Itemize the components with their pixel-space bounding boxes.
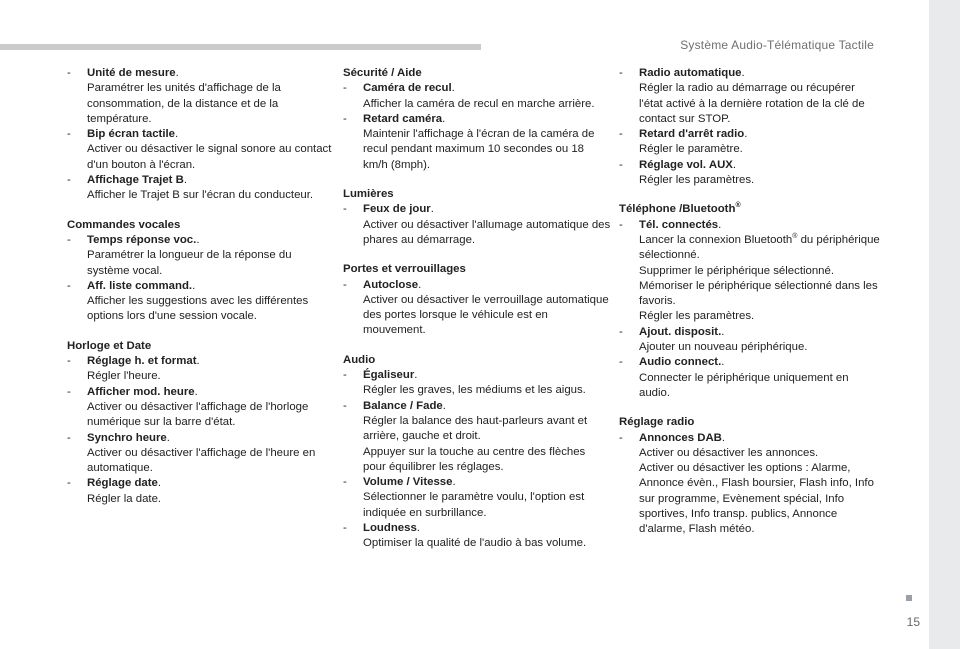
section-title: Horloge et Date (67, 339, 152, 352)
menu-item-description: Activer ou désactiver le verrouillage automatique des portes lorsque le véhicule est en mouvement. (363, 293, 609, 337)
menu-section (343, 262, 611, 338)
menu-item-punct: . (418, 278, 422, 291)
menu-section (343, 187, 611, 248)
menu-item (343, 521, 611, 552)
menu-item-punct: . (442, 399, 446, 412)
bullet-dash: - (343, 278, 347, 291)
menu-section (343, 66, 611, 173)
bullet-dash: - (619, 128, 623, 141)
menu-item (619, 66, 881, 127)
menu-item (343, 112, 611, 173)
bullet-dash: - (67, 279, 71, 292)
menu-item-description: Activer ou désactiver l'affichage de l'heure en automatique. (87, 446, 316, 475)
menu-item-name: Ajout. disposit. (639, 325, 722, 338)
menu-item-description: Régler les paramètres. (639, 174, 755, 187)
bullet-dash: - (67, 431, 71, 444)
menu-item-description: Sélectionner le paramètre voulu, l'option est indiquée en surbrillance. (363, 491, 585, 519)
bullet-dash: - (343, 112, 347, 125)
menu-item (343, 202, 611, 248)
menu-item (67, 279, 335, 325)
menu-item-punct: . (196, 233, 200, 246)
menu-item-description: Activer ou désactiver l'allumage automatique des phares au démarrage. (363, 218, 611, 246)
menu-item-description: Activer ou désactiver le signal sonore au contact d'un bouton à l'écran. (87, 143, 332, 171)
section-title: Sécurité / Aide (343, 67, 422, 79)
bullet-dash: - (343, 476, 347, 489)
menu-item-name: Tél. connectés (639, 218, 719, 231)
bullet-dash: - (343, 203, 347, 216)
menu-item-name: Affichage Trajet B (87, 174, 184, 187)
menu-item (619, 355, 881, 401)
menu-item-name: Audio connect. (639, 356, 722, 369)
menu-item-description: Connecter le périphérique uniquement en audio. (639, 371, 849, 399)
menu-item (67, 66, 335, 127)
menu-item-name: Feux de jour (363, 203, 431, 216)
menu-item (343, 81, 611, 112)
menu-item-description: Paramétrer la longueur de la réponse du système vocal. (87, 249, 292, 277)
column-2 (343, 66, 611, 566)
menu-item (619, 127, 881, 158)
page-edge-strip (929, 0, 960, 649)
menu-item-description: Afficher le Trajet B sur l'écran du conducteur. (87, 189, 314, 202)
section-end-marker (906, 595, 912, 601)
bullet-dash: - (619, 158, 623, 171)
menu-item-description: Régler la balance des haut-parleurs avant et arrière, gauche et droit. (363, 414, 588, 443)
menu-section (67, 339, 335, 507)
menu-item-description: Afficher la caméra de recul en marche arrière. (363, 97, 595, 110)
menu-item-punct: . (194, 385, 198, 398)
menu-item (343, 278, 611, 339)
menu-item-punct: . (442, 112, 446, 125)
menu-section (67, 66, 335, 204)
menu-item-punct: . (741, 67, 745, 79)
bullet-dash: - (619, 325, 623, 338)
menu-item-description: Régler les paramètres. (639, 310, 755, 323)
menu-item (67, 233, 335, 279)
menu-item-name: Loudness (363, 522, 417, 535)
menu-item-name: Volume / Vitesse (363, 476, 453, 489)
menu-item-punct: . (416, 522, 420, 535)
page-number: 15 (906, 615, 920, 629)
menu-item (67, 354, 335, 385)
menu-item (67, 431, 335, 477)
menu-item-punct: . (192, 279, 196, 292)
menu-item-name: Bip écran tactile (87, 128, 175, 141)
menu-item-description: Afficher les suggestions avec les différentes options lors d'une session vocale. (87, 295, 309, 323)
menu-item (619, 431, 881, 538)
menu-item-description: Régler l'heure. (87, 370, 161, 383)
menu-item-punct: . (414, 369, 418, 382)
menu-item (619, 218, 881, 325)
bullet-dash: - (619, 431, 623, 444)
menu-item-punct: . (732, 158, 737, 171)
bullet-dash: - (619, 218, 623, 231)
bullet-dash: - (619, 356, 623, 369)
menu-item-punct: . (744, 128, 748, 141)
bullet-dash: - (67, 67, 71, 79)
menu-item-description: Supprimer le périphérique sélectionné. (639, 264, 835, 277)
menu-item-description: Régler les graves, les médiums et les aigus. (363, 384, 586, 397)
menu-item (343, 368, 611, 399)
menu-item-description: Régler la date. (87, 492, 162, 505)
menu-item-punct: . (430, 203, 434, 216)
menu-item-name: Synchro heure (87, 431, 167, 444)
menu-item-punct: . (451, 82, 455, 95)
menu-section (67, 218, 335, 325)
menu-item-punct: . (718, 218, 722, 231)
menu-item (67, 173, 335, 204)
menu-item-description: Lancer la connexion Bluetooth® du périphérique sélectionné. (639, 233, 880, 262)
menu-item-name: Réglage h. et format (87, 355, 197, 368)
menu-item (343, 475, 611, 521)
column-1 (67, 66, 335, 521)
section-title: Audio (343, 353, 376, 366)
menu-item-punct: . (175, 67, 179, 79)
section-title: Commandes vocales (67, 218, 181, 231)
bullet-dash: - (343, 399, 347, 412)
menu-section (619, 66, 881, 188)
menu-item-description: Ajouter un nouveau périphérique. (639, 341, 808, 354)
menu-item (619, 325, 881, 356)
menu-item-name: Réglage vol. AUX (639, 158, 733, 171)
bullet-dash: - (67, 477, 71, 490)
menu-item-name: Réglage date (87, 477, 158, 490)
bullet-dash: - (67, 174, 71, 187)
page-header-title: Système Audio-Télématique Tactile (680, 38, 874, 52)
menu-item-name: Caméra de recul (363, 82, 452, 95)
section-title: Lumières (343, 188, 394, 201)
menu-item-name: Balance / Fade (363, 399, 443, 412)
menu-item-punct: . (196, 355, 200, 368)
bullet-dash: - (343, 369, 347, 382)
menu-item-punct: . (175, 128, 179, 141)
menu-item (619, 158, 881, 189)
menu-item (67, 127, 335, 173)
menu-item-punct: . (452, 476, 456, 489)
menu-item (67, 385, 335, 431)
menu-item-name: Afficher mod. heure (87, 385, 195, 398)
menu-item-punct: . (721, 325, 725, 338)
menu-item-name: Autoclose (363, 278, 419, 291)
menu-item-description: Activer ou désactiver les annonces. (639, 446, 819, 459)
menu-item-description: Activer ou désactiver les options : Alarme, Annonce évèn., Flash boursier, Flash info, Info sur programme, Evènement spécial, Info sportives, Info transp. publics, Annonce d'alarme, Flash météo. (639, 462, 874, 536)
menu-section (343, 353, 611, 552)
menu-item (343, 399, 611, 475)
menu-item-description: Optimiser la qualité de l'audio à bas volume. (363, 537, 587, 550)
section-title: Réglage radio (619, 416, 695, 429)
menu-item-punct: . (183, 174, 188, 187)
menu-item-description: Appuyer sur la touche au centre des flèches pour équilibrer les réglages. (363, 445, 586, 473)
menu-item-description: Activer ou désactiver l'affichage de l'horloge numérique sur la barre d'état. (87, 400, 309, 429)
menu-item-name: Égaliseur (363, 369, 415, 382)
section-title: Téléphone /Bluetooth® (619, 202, 741, 216)
menu-item-punct: . (166, 431, 170, 444)
section-title: Portes et verrouillages (343, 263, 466, 276)
menu-item-name: Aff. liste command. (87, 279, 193, 292)
bullet-dash: - (343, 82, 347, 95)
menu-item-description: Mémoriser le périphérique sélectionné dans les favoris. (639, 279, 878, 308)
menu-item-name: Retard d'arrêt radio (639, 128, 745, 141)
bullet-dash: - (67, 128, 71, 141)
menu-item-name: Radio automatique (639, 67, 742, 79)
menu-item-description: Régler la radio au démarrage ou récupérer l'état activé à la dernière rotation de la clé de contact sur STOP. (639, 82, 865, 125)
bullet-dash: - (619, 67, 623, 79)
menu-item-name: Temps réponse voc. (87, 233, 197, 246)
menu-item-punct: . (721, 356, 725, 369)
menu-item-name: Unité de mesure (87, 67, 176, 79)
menu-item (67, 476, 335, 507)
bullet-dash: - (67, 355, 71, 368)
menu-section (619, 415, 881, 537)
bullet-dash: - (343, 522, 347, 535)
header-rule (0, 44, 481, 50)
bullet-dash: - (67, 385, 71, 398)
menu-item-punct: . (157, 477, 162, 490)
bullet-dash: - (67, 233, 71, 246)
menu-item-description: Maintenir l'affichage à l'écran de la caméra de recul pendant maximum 10 secondes ou 18 km/h (8mph). (363, 128, 595, 171)
menu-section (619, 202, 881, 401)
column-3 (619, 66, 881, 552)
menu-item-punct: . (721, 431, 726, 444)
menu-item-name: Annonces DAB (639, 431, 722, 444)
menu-item-description: Paramétrer les unités d'affichage de la consommation, de la distance et de la température. (87, 82, 281, 125)
menu-item-name: Retard caméra (363, 112, 443, 125)
menu-item-description: Régler le paramètre. (639, 143, 743, 156)
